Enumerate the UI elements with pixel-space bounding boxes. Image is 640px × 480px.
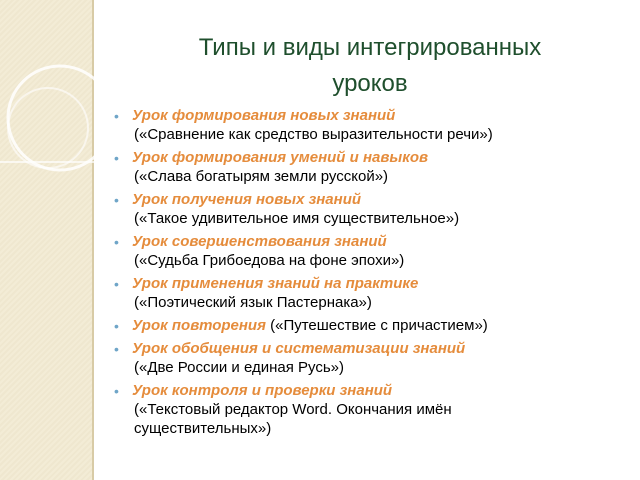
- decorative-circles: [0, 0, 110, 480]
- bullet-icon: •: [114, 341, 119, 357]
- list-item: [112, 381, 622, 438]
- lesson-example: («Поэтический язык Пастернака»): [134, 294, 372, 311]
- lesson-example: («Такое удивительное имя существительное»): [134, 210, 460, 227]
- list-item: [112, 339, 622, 377]
- lesson-type-heading: [132, 316, 622, 335]
- list-item: [112, 274, 622, 312]
- bullet-icon: •: [114, 192, 119, 208]
- bullet-icon: •: [114, 383, 119, 399]
- lesson-example: («Сравнение как средство выразительности речи»): [134, 126, 493, 143]
- list-item: [112, 190, 622, 228]
- list-item: [112, 106, 622, 144]
- bullet-icon: •: [114, 318, 119, 334]
- bullet-icon: •: [114, 276, 119, 292]
- title-line-1: Типы и виды интегрированных: [198, 34, 542, 61]
- lesson-type-heading: Урок совершенствования знаний: [132, 233, 387, 250]
- bullet-icon: •: [114, 108, 119, 124]
- lesson-type-heading: Урок применения знаний на практике: [132, 275, 419, 292]
- lesson-example: («Судьба Грибоедова на фоне эпохи»): [134, 252, 405, 269]
- lesson-type-heading: Урок формирования новых знаний: [132, 107, 396, 124]
- list-item: [112, 148, 622, 186]
- lesson-type-heading: Урок формирования умений и навыков: [132, 149, 429, 166]
- lesson-example: («Две России и единая Русь»): [134, 359, 345, 376]
- bullet-icon: •: [114, 150, 119, 166]
- slide-title: [110, 30, 630, 102]
- bullet-icon: •: [114, 234, 119, 250]
- lesson-example: («Текстовый редактор Word. Окончания имён существительных»): [134, 401, 452, 437]
- list-item: [112, 316, 622, 335]
- lesson-type-heading: Урок получения новых знаний: [132, 191, 362, 208]
- lesson-example: («Путешествие с причастием»): [270, 317, 488, 334]
- title-line-2: уроков: [332, 70, 408, 97]
- list-item: [112, 232, 622, 270]
- lesson-example: («Слава богатырям земли русской»): [134, 168, 389, 185]
- lesson-type-heading: Урок контроля и проверки знаний: [132, 382, 393, 399]
- lesson-type-heading: Урок обобщения и систематизации знаний: [132, 340, 466, 357]
- lesson-types-list: [112, 106, 622, 442]
- lesson-type-heading-text: Урок повторения: [132, 317, 266, 334]
